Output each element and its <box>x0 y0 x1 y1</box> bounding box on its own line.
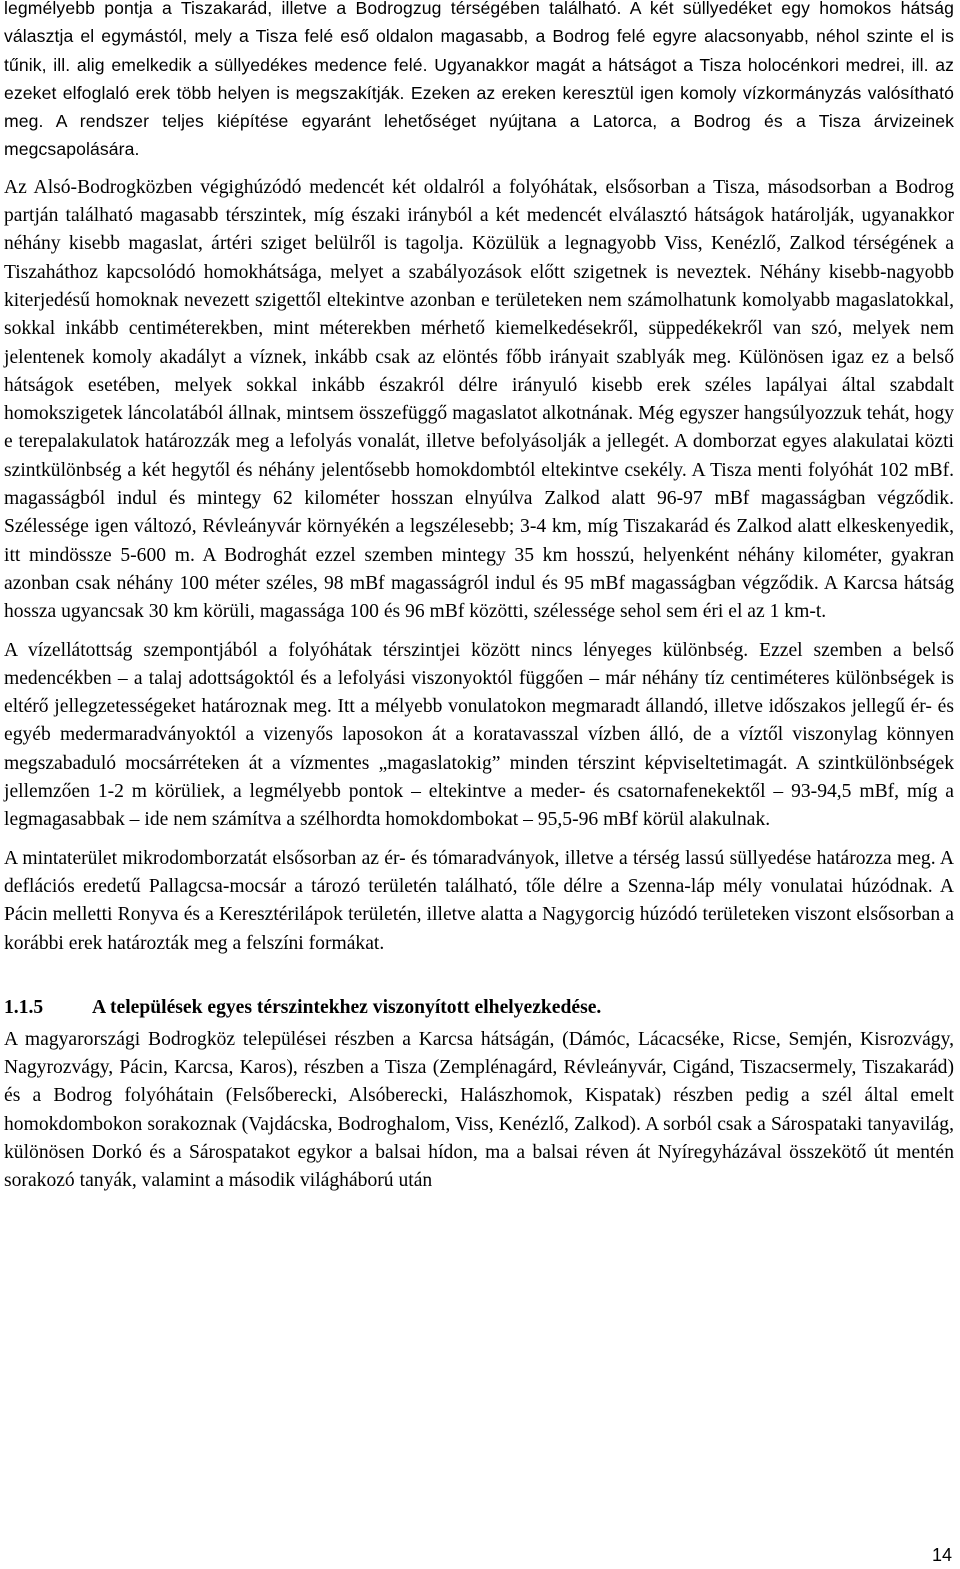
paragraph-settlements: A magyarországi Bodrogköz települései részben a Karcsa hátságán, (Dámóc, Lácacséke, Ricse, Semjén, Kisrozvágy, Nagyrozvágy, Pácin, Karcsa, Karos), részben a Tisza (Zemplénagárd, Révleányvár, Cigánd, Tiszacsermely, Tiszakarád) és a Bodrog folyóhátain (Felsőberecki, Alsóberecki, Halászhomok, Kispatak) részben pedig a szél által emelt homokdombokon sorakoznak (Vajdácska, Bodroghalom, Viss, Kenézlő, Zalkod). A sorból csak a Sárospataki tanyavilág, különösen Dorkó és a Sárospatakot egykor a balsai hídon, ma a balsai réven át Nyíregyházával összekötő út mentén sorakozó tanyák, valamint a második világháború után <box>4 1028 954 1192</box>
paragraph-relief: Az Alsó-Bodrogközben végighúzódó medencét két oldalról a folyóhátak, elsősorban a Tisza, másodsorban a Bodrog partján található magasabb térszintek, míg északi irányból a két medencét elválasztó hátságok határolják, ugyanakkor néhány kisebb magaslat, ártéri sziget belülről is tagolja. Közülük a legnagyobb Viss, Kenézlő, Zalkod térségének a Tiszaháthoz kapcsolódó homokhátsága, melyet a szabályozások előtt szigetnek is neveztek. Néhány kisebb-nagyobb kiterjedésű homoknak nevezett szigettől eltekintve azonban e területeken nem számolhatunk komolyabb magaslatokkal, sokkal inkább centiméterekben, mint méterekben mérhető kiemelkedésekről, süppedékekről van szó, melyek nem jelentenek komoly akadályt a víznek, inkább csak az elöntés főbb irányait szablyák meg. Különösen igaz ez a belső hátságok esetében, melyek sokkal inkább északról délre irányuló kisebb erek széles lapályai által szabdalt homokszigetek láncolatából állnak, mintsem összefüggő magaslatot alkotnának. Még egyszer hangsúlyozzuk tehát, hogy e terepalakulatok határozzák meg a lefolyás vonalát, illetve befolyásolják a jellegét. A domborzat egyes alakulatai közti szintkülönbség a két hegytől és néhány jelentősebb homokdombtól eltekintve csekély. A Tisza menti folyóhát 102 mBf. magasságból indul és mintegy 62 kilométer hosszan elnyúlva Zalkod alatt 96-97 mBf magasságban végződik. Szélessége igen változó, Révleányvár környékén a legszélesebb; 3-4 km, míg Tiszakarád és Zalkod alatt elkeskenyedik, itt mindössze 5-600 m. A Bodroghát ezzel szemben mintegy 35 km hosszú, helyenként néhány kilométer, gyakran azonban csak néhány 100 méter széles, 98 mBf magasságról indul és 95 mBf magasságban végződik. A Karcsa hátság hossza ugyancsak 30 km körüli, magassága 100 és 96 mBf közötti, szélessége sehol sem éri el az 1 km-t. <box>4 176 954 623</box>
paragraph-water-supply: A vízellátottság szempontjából a folyóhátak térszintjei között nincs lényeges különbség. Ezzel szemben a belső medencékben – a talaj adottságoktól és a lefolyási viszonyoktól függően – már néhány tíz centiméteres különbségek is eltérő jellegzetességeket határoznak meg. Itt a mélyebb vonulatokon megmaradt állandó, illetve időszakos jellegű ér- és egyéb medermaradványoktól a vizenyős laposokon át a koratavasszal vízben álló, de a víztől viszonylag könnyen megszabaduló mocsárréteken át a vízmentes „magaslatokig” minden térszint képviseltetimagát. A szintkülönbségek jellemzően 1-2 m körüliek, a legmélyebb pontok – eltekintve a meder- és csatornafenekektől – 93-94,5 mBf, míg a legmagasabbak – ide nem számítva a szélhordta homokdombokat – 95,5-96 mBf körül alakulnak. <box>4 639 954 831</box>
section-title: A települések egyes térszintekhez viszonyított elhelyezkedése. <box>92 996 602 1018</box>
section-number: 1.1.5 <box>4 996 44 1018</box>
text-column <box>4 0 954 1196</box>
intro-paragraph: legmélyebb pontja a Tiszakarád, illetve a Bodrogzug térségében található. A két süllyedéket egy homokos hátság választja el egymástól, mely a Tisza felé eső oldalon magasabb, a Bodrog felé egyre alacsonyabb, néhol szinte el is tűnik, ill. alig emelkedik a süllyedékes medence felé. Ugyanakkor magát a hátságot a Tisza holocénkori medrei, ill. az ezeket elfoglaló erek több helyen is megszakítják. Ezeken az ereken keresztül igen komoly vízkormányzás valósítható meg. A rendszer teljes kiépítése egyaránt lehetőséget nyújtana a Latorca, a Bodrog és a Tisza árvizeinek megcsapolására. <box>4 0 954 160</box>
section-heading <box>4 994 954 1022</box>
paragraph-microrelief: A mintaterület mikrodomborzatát elsősorban az ér- és tómaradványok, illetve a térség lassú süllyedése határozza meg. A deflációs eredetű Pallagcsa-mocsár a tározó területén található, tőle délre a Szenna-láp mély vonulatai húzódnak. A Pácin melletti Ronyva és a Keresztérilápok területén, illetve alatta a Nagygorcig húzódó területeken viszont elsősorban a korábbi erek határozták meg a felszíni formákat. <box>4 847 954 954</box>
page-number: 14 <box>931 1545 952 1565</box>
